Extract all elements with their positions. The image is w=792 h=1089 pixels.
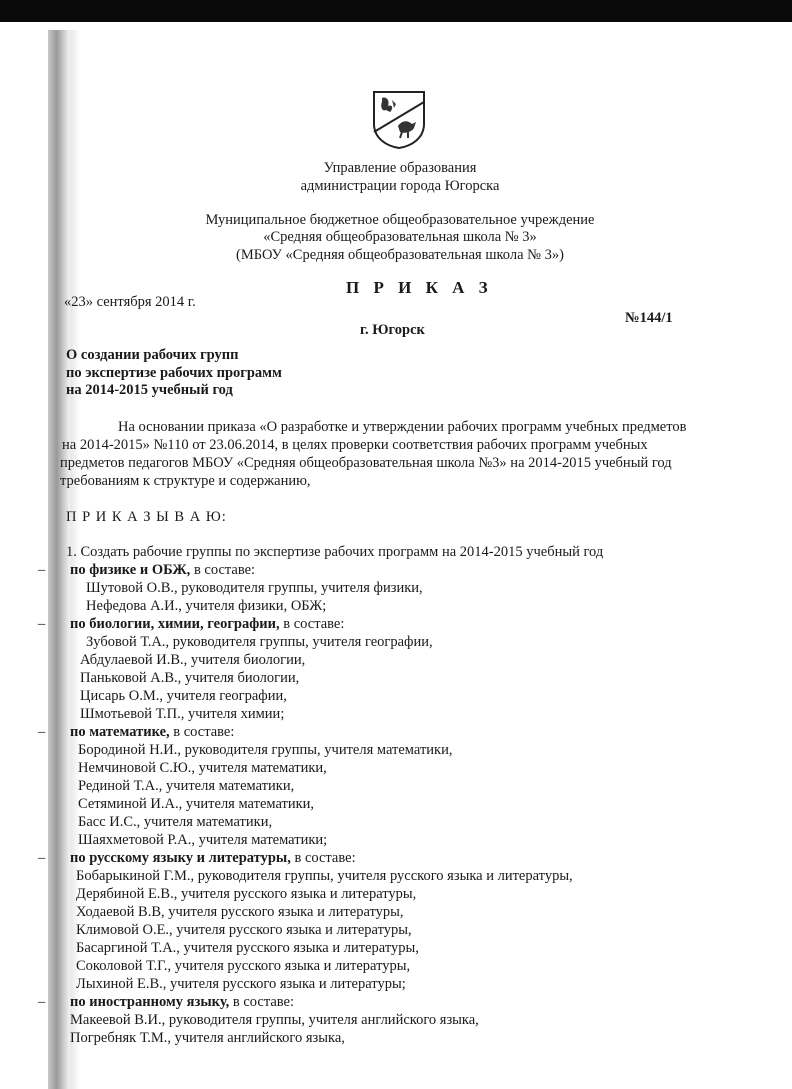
order-date: «23» сентября 2014 г.: [64, 294, 196, 310]
preamble-line-2: на 2014-2015» №110 от 23.06.2014, в целях проверки соответствия рабочих программ учебных: [62, 437, 648, 453]
preamble-line-4: требованиям к структуре и содержанию,: [60, 473, 311, 489]
group-heading-russian: [70, 849, 356, 867]
list-item: Цисарь О.М., учителя географии,: [80, 688, 287, 704]
group-suffix: в составе:: [290, 850, 356, 866]
group-name: по математике,: [70, 724, 170, 740]
preamble-line-3: предметов педагогов МБОУ «Средняя общеобразовательная школа №3» на 2014-2015 учебный год: [60, 455, 672, 471]
subject-line-2: по экспертизе рабочих программ: [66, 365, 282, 381]
list-item: Басс И.С., учителя математики,: [78, 814, 273, 830]
group-name: по биологии, химии, географии,: [70, 616, 280, 632]
list-item: Басаргиной Т.А., учителя русского языка и литературы,: [76, 940, 419, 956]
list-item: Бородиной Н.И., руководителя группы, учителя математики,: [78, 742, 453, 758]
group-suffix: в составе:: [190, 562, 256, 578]
list-item: Шутовой О.В., руководителя группы, учителя физики,: [86, 580, 423, 596]
list-item: Лыхиной Е.В., учителя русского языка и литературы;: [76, 976, 406, 992]
list-dash: –: [38, 850, 46, 866]
list-item: Рединой Т.А., учителя математики,: [78, 778, 295, 794]
list-item: Погребняк Т.М., учителя английского языка,: [70, 1030, 345, 1046]
list-item: Нефедова А.И., учителя физики, ОБЖ;: [86, 598, 327, 614]
group-heading-biology: [70, 615, 344, 633]
group-name: по физике и ОБЖ,: [70, 562, 191, 578]
list-item: Климовой О.Е., учителя русского языка и литературы,: [76, 922, 412, 938]
order-number: №144/1: [625, 310, 673, 326]
school-name-line-2: «Средняя общеобразовательная школа № 3»: [263, 229, 537, 245]
list-item: Шмотьевой Т.П., учителя химии;: [80, 706, 285, 722]
subject-line-1: О создании рабочих групп: [66, 347, 239, 363]
org-name-line-1: Управление образования: [323, 160, 477, 176]
group-suffix: в составе:: [169, 724, 235, 740]
school-name-line-1: Муниципальное бюджетное общеобразовательное учреждение: [205, 212, 595, 228]
list-item: Ходаевой В.В, учителя русского языка и литературы,: [76, 904, 404, 920]
list-item: Сетяминой И.А., учителя математики,: [78, 796, 315, 812]
subject-line-3: на 2014-2015 учебный год: [66, 382, 233, 398]
list-item: Абдулаевой И.В., учителя биологии,: [80, 652, 306, 668]
list-item: Немчиновой С.Ю., учителя математики,: [78, 760, 327, 776]
group-heading-physics: [70, 561, 255, 579]
list-item: Зубовой Т.А., руководителя группы, учителя географии,: [86, 634, 433, 650]
item-1: 1. Создать рабочие группы по экспертизе рабочих программ на 2014-2015 учебный год: [66, 544, 604, 560]
preamble-line-1: На основании приказа «О разработке и утверждении рабочих программ учебных предметов: [118, 419, 687, 435]
order-title: П Р И К А З: [346, 278, 493, 297]
group-suffix: в составе:: [229, 994, 295, 1010]
group-heading-math: [70, 723, 234, 741]
list-dash: –: [38, 616, 46, 632]
list-item: Соколовой Т.Г., учителя русского языка и литературы,: [76, 958, 411, 974]
list-item: Дерябиной Е.В., учителя русского языка и литературы,: [76, 886, 417, 902]
list-item: Макеевой В.И., руководителя группы, учителя английского языка,: [70, 1012, 479, 1028]
coat-of-arms-icon: [368, 88, 430, 150]
list-item: Шаяхметовой Р.А., учителя математики;: [78, 832, 328, 848]
group-suffix: в составе:: [279, 616, 345, 632]
list-dash: –: [38, 562, 46, 578]
list-dash: –: [38, 994, 46, 1010]
group-heading-foreign-language: [70, 993, 294, 1011]
org-name-line-2: администрации города Югорска: [300, 178, 500, 194]
group-name: по иностранному языку,: [70, 994, 230, 1010]
list-dash: –: [38, 724, 46, 740]
list-item: Паньковой А.В., учителя биологии,: [80, 670, 300, 686]
prikazyvayu-heading: П Р И К А З Ы В А Ю:: [66, 509, 227, 525]
list-item: Бобарыкиной Г.М., руководителя группы, учителя русского языка и литературы,: [76, 868, 573, 884]
order-city: г. Югорск: [360, 322, 425, 338]
school-name-line-3: (МБОУ «Средняя общеобразовательная школа № 3»): [236, 247, 564, 263]
group-name: по русскому языку и литературы,: [70, 850, 291, 866]
